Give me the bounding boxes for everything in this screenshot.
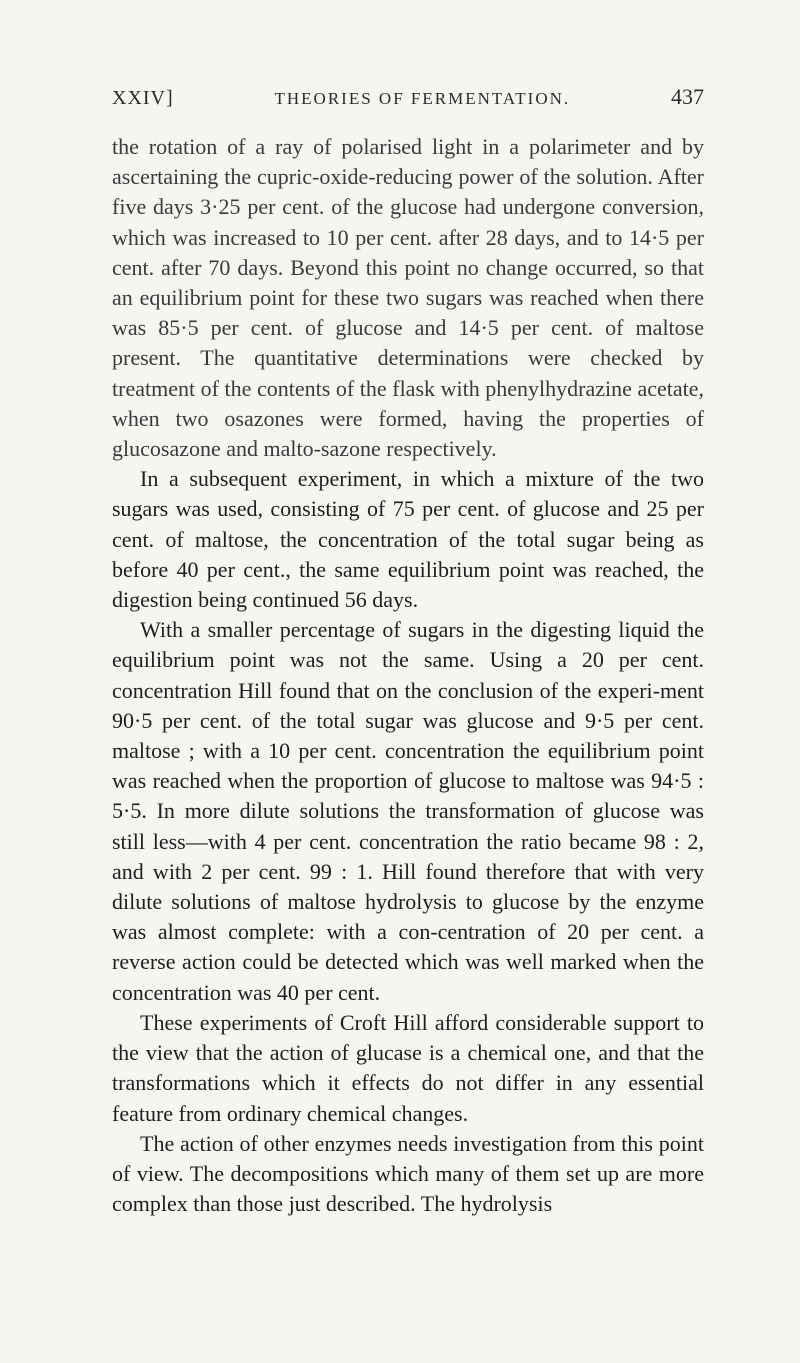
paragraph: In a subsequent experiment, in which a mixture of the two sugars was used, consisting of 75 per cent. of glucose and 25 per cent. of maltose, the concentration of the total sugar being as before 40 per cent., the same equilibrium point was reached, the digestion being continued 56 days.: [112, 466, 704, 613]
chapter-marker: XXIV]: [112, 87, 174, 109]
paragraph: These experiments of Croft Hill afford considerable support to the view that the action of glucase is a chemical one, and that the transformations which it effects do not differ in any essential feature from ordinary chemical changes.: [112, 1009, 704, 1126]
page-number: 437: [671, 84, 704, 109]
paragraph: With a smaller percentage of sugars in the digesting liquid the equilibrium point was not the same. Using a 20 per cent. concentration Hill found that on the conclusion of the experi-ment 90·5 per cent. of the total sugar was glucose and 9·5 per cent. maltose ; with a 10 per cent. concentration the equilibrium point was reached when the proportion of glucose to maltose was 94·5 : 5·5. In more dilute solutions the transformation of glucose was still less—with 4 per cent. concentration the ratio became 98 : 2, and with 2 per cent. 99 : 1. Hill found therefore that with very dilute solutions of maltose hydrolysis to glucose by the enzyme was almost complete: with a con-centration of 20 per cent. a reverse action could be detected which was well marked when the concentration was 40 per cent.: [112, 617, 704, 1005]
running-head: [112, 84, 704, 110]
running-title: THEORIES OF FERMENTATION.: [274, 89, 571, 108]
paragraph-continued: the rotation of a ray of polarised light in a polarimeter and by ascertaining the cupric-oxide-reducing power of the solution. After five days 3·25 per cent. of the glucose had undergone conversion, which was increased to 10 per cent. after 28 days, and to 14·5 per cent. after 70 days. Beyond this point no change occurred, so that an equilibrium point for these two sugars was reached when there was 85·5 per cent. of glucose and 14·5 per cent. of maltose present. The quantitative determinations were checked by treatment of the contents of the flask with phenylhydrazine acetate, when two osazones were formed, having the properties of glucosazone and malto-sazone respectively.: [112, 134, 704, 462]
body-text: [112, 132, 704, 1219]
paragraph: The action of other enzymes needs investigation from this point of view. The decompositions which many of them set up are more complex than those just described. The hydrolysis: [112, 1130, 704, 1217]
